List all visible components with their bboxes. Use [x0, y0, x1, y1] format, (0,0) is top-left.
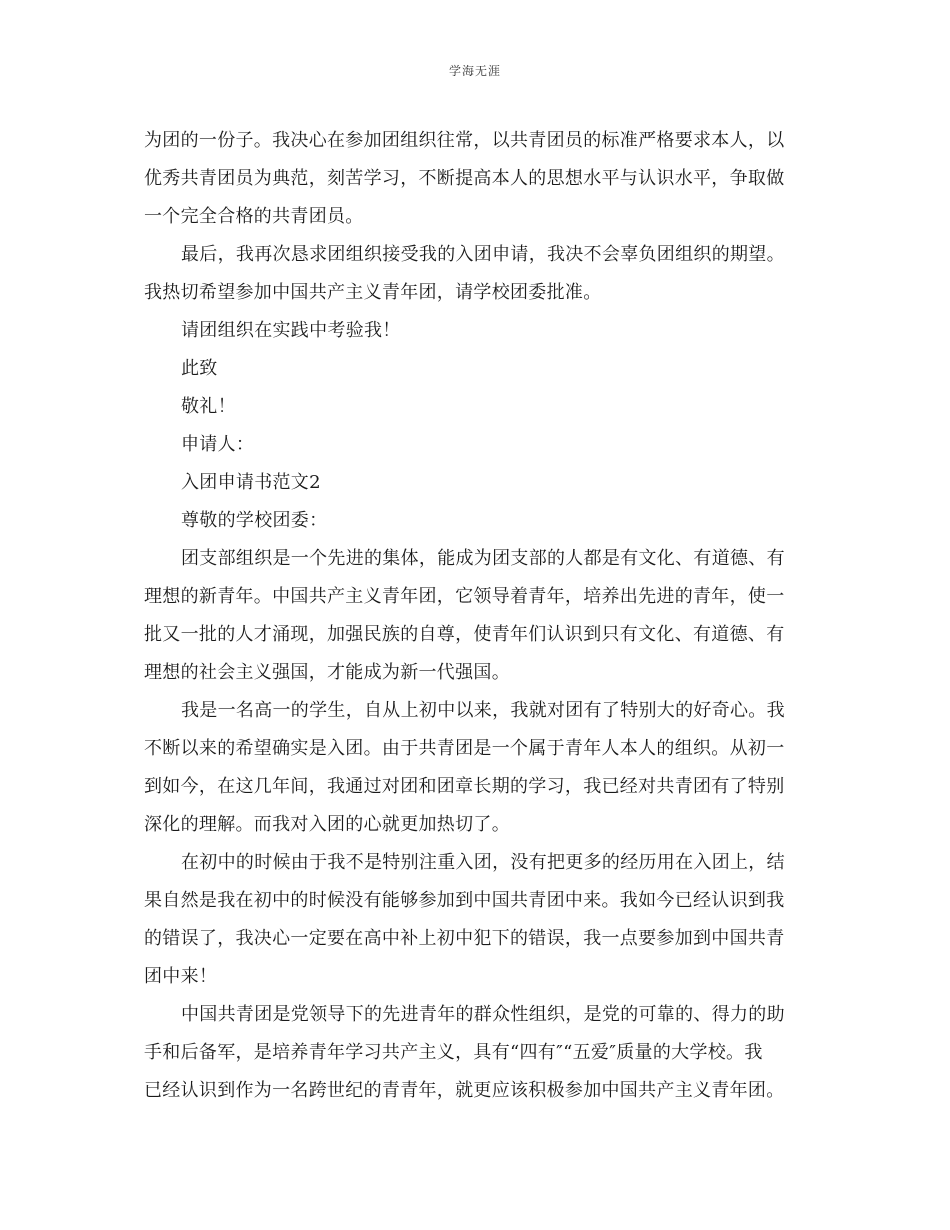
- text-line: 不断以来的希望确实是入团。由于共青团是一个属于青年人本人的组织。从初一: [144, 738, 785, 759]
- text-line: 尊敬的学校团委：: [181, 510, 328, 531]
- page-header: 学海无涯: [448, 64, 501, 78]
- text-line: 我热切希望参加中国共产主义青年团，请学校团委批准。: [144, 282, 602, 303]
- text-line: 最后，我再次恳求团组织接受我的入团申请，我决不会辜负团组织的期望。: [181, 244, 785, 265]
- text-line: 请团组织在实践中考验我！: [181, 320, 401, 341]
- text-line: 深化的理解。而我对入团的心就更加热切了。: [144, 814, 510, 835]
- document-body: [144, 122, 806, 1110]
- text-line: 手和后备军，是培养青年学习共产主义，具有“四有″“五爱″质量的大学校。我: [144, 1042, 763, 1063]
- text-line: 已经认识到作为一名跨世纪的青青年，就更应该积极参加中国共产主义青年团。: [144, 1080, 785, 1101]
- text-line: 优秀共青团员为典范，刻苦学习，不断提高本人的思想水平与认识水平，争取做: [144, 168, 785, 189]
- text-line: 理想的社会主义强国，才能成为新一代强国。: [144, 662, 510, 683]
- text-line: 中国共青团是党领导下的先进青年的群众性组织，是党的可靠的、得力的助: [181, 1004, 785, 1025]
- text-line: 我是一名高一的学生，自从上初中以来，我就对团有了特别大的好奇心。我: [181, 700, 785, 721]
- text-line: 此致: [181, 358, 218, 379]
- text-line: 为团的一份子。我决心在参加团组织往常，以共青团员的标准严格要求本人，以: [144, 130, 785, 151]
- text-line: 敬礼！: [181, 396, 236, 417]
- text-line: 到如今，在这几年间，我通过对团和团章长期的学习，我已经对共青团有了特别: [144, 776, 785, 797]
- text-line: 理想的新青年。中国共产主义青年团，它领导着青年，培养出先进的青年，使一: [144, 586, 785, 607]
- text-line: 批又一批的人才涌现，加强民族的自尊，使青年们认识到只有文化、有道德、有: [144, 624, 785, 645]
- text-line: 申请人：: [181, 434, 255, 455]
- text-line: 团中来！: [144, 966, 218, 987]
- text-line: 入团申请书范文2: [181, 472, 321, 493]
- text-line: 的错误了，我决心一定要在高中补上初中犯下的错误，我一点要参加到中国共青: [144, 928, 785, 949]
- text-line: 果自然是我在初中的时候没有能够参加到中国共青团中来。我如今已经认识到我: [144, 890, 785, 911]
- text-line: 一个完全合格的共青团员。: [144, 206, 364, 227]
- text-line: 在初中的时候由于我不是特别注重入团，没有把更多的经历用在入团上，结: [181, 852, 785, 873]
- text-line: 团支部组织是一个先进的集体，能成为团支部的人都是有文化、有道德、有: [181, 548, 785, 569]
